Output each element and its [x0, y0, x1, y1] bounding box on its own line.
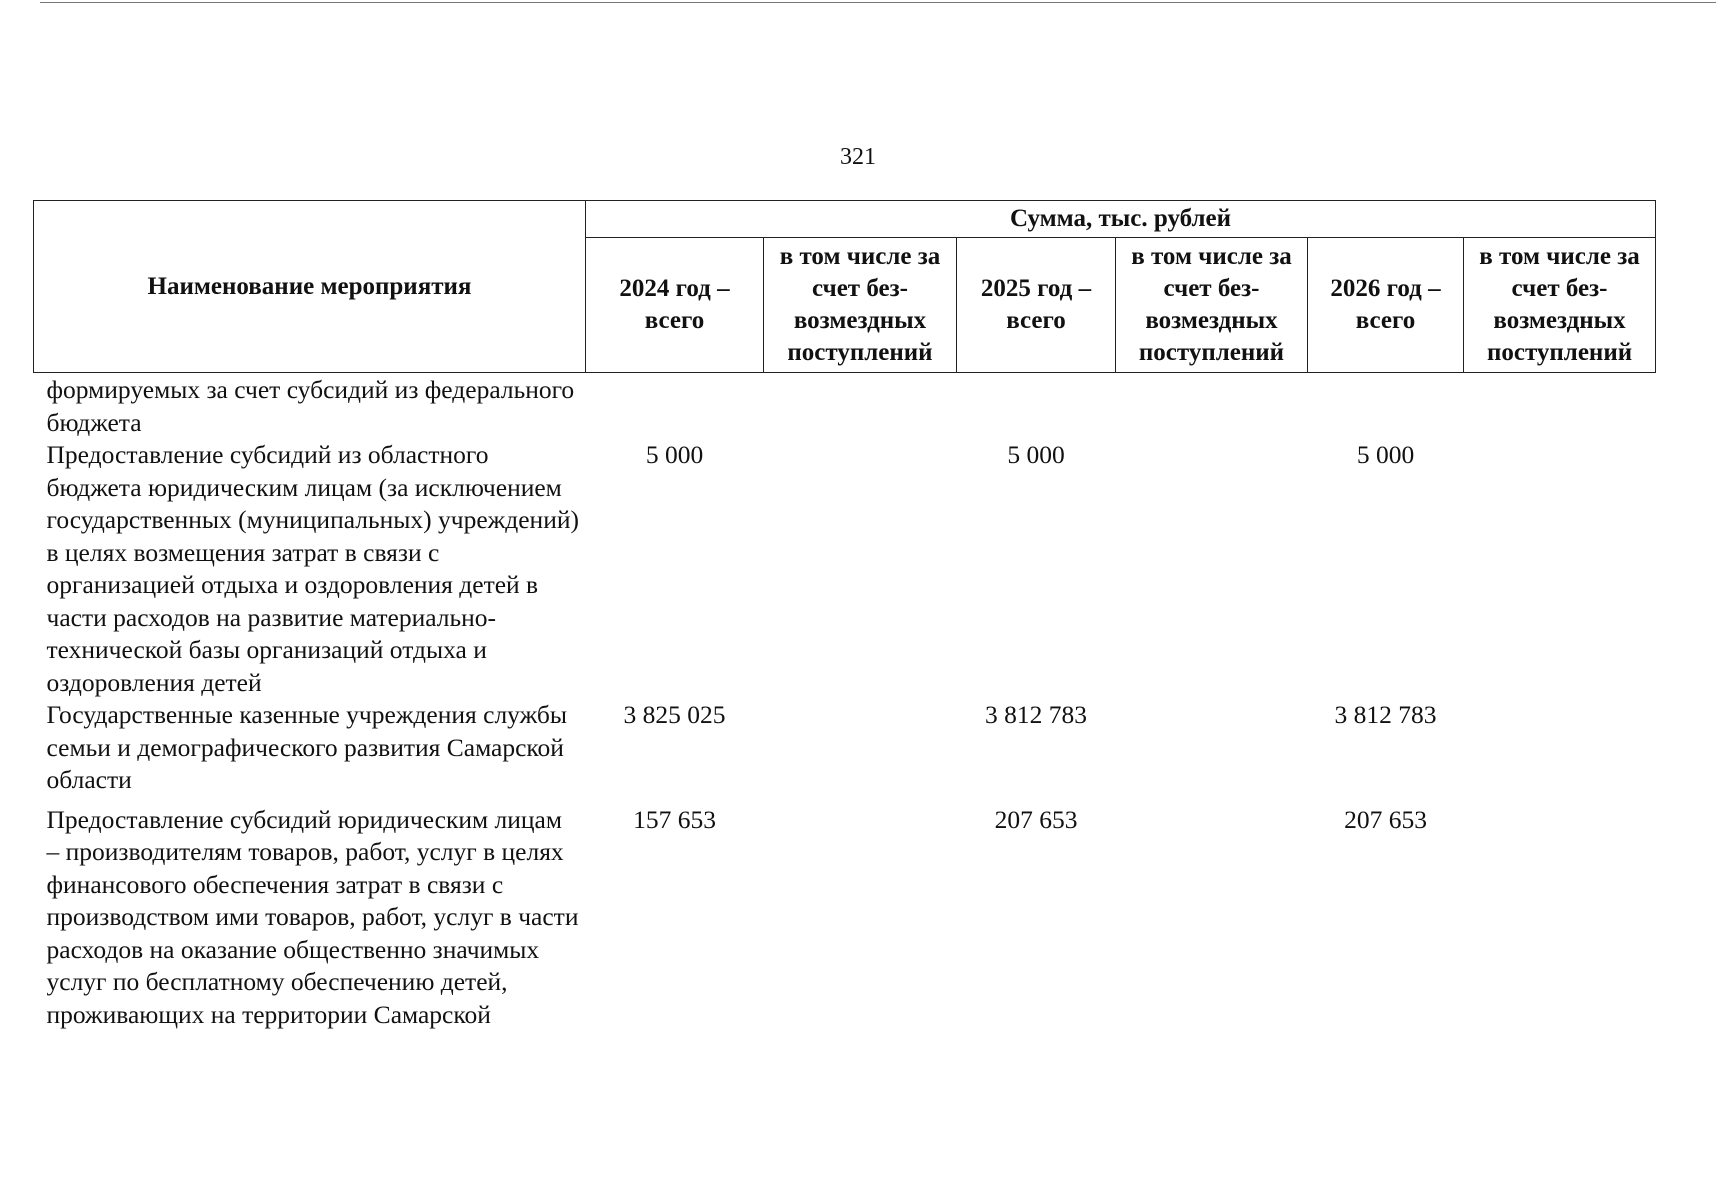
table-row [34, 797, 1656, 1032]
table-header [34, 201, 1656, 373]
row-2024-free [764, 439, 957, 699]
table-body [34, 373, 1656, 1032]
table-row [34, 699, 1656, 797]
row-2025-total: 207 653 [994, 804, 1078, 834]
row-2026-free [1464, 439, 1656, 699]
budget-table [33, 200, 1656, 1031]
header-2024-free: в том числе за счет без-возмездных поступлений [764, 238, 957, 373]
row-2026-total [1308, 373, 1464, 440]
row-name: Предоставление субсидий юридическим лицам – производителям товаров, работ, услуг в целях финансового обеспечения затрат в связи с производством ими товаров, работ, услуг в части расходов на оказание общественно значимых услуг по бесплатному обеспечению детей, проживающих на территории Самарской [46, 804, 579, 1029]
row-2025-free [1116, 699, 1308, 797]
table-row [34, 439, 1656, 699]
page-number: 321 [840, 144, 876, 170]
row-2026-total: 207 653 [1344, 804, 1427, 834]
header-sum-group: Сумма, тыс. рублей [586, 201, 1656, 238]
row-2024-total: 3 825 025 [623, 700, 726, 729]
row-2026-total: 3 812 783 [1334, 700, 1437, 729]
row-2026-free [1464, 699, 1656, 797]
header-name-column: Наименование мероприятия [34, 201, 586, 373]
row-2024-free [764, 699, 957, 797]
row-2024-free [764, 797, 957, 1032]
row-2025-free [1116, 439, 1308, 699]
row-name: Предоставление субсидий из областного бюджета юридическим лицам (за исключением государственных (муниципальных) учреждений) в целях возмещения затрат в связи с организацией отдыха и оздоровления детей в части расходов на развитие материально-технической базы организаций отдыха и оздоровления детей [46, 440, 579, 697]
row-2026-total: 5 000 [1356, 440, 1415, 469]
row-2025-free [1116, 797, 1308, 1032]
header-2024-total: 2024 год – всего [586, 238, 764, 373]
row-2024-total: 5 000 [645, 440, 704, 469]
row-2026-free [1464, 797, 1656, 1032]
row-2024-total [586, 373, 764, 440]
row-2025-total [957, 373, 1116, 440]
row-name: формируемых за счет субсидий из федерального бюджета [46, 375, 575, 437]
header-2025-total: 2025 год – всего [957, 238, 1116, 373]
row-2025-total: 5 000 [1007, 440, 1065, 469]
row-name: Государственные казенные учреждения службы семьи и демографического развития Самарской области [46, 700, 567, 794]
header-2026-total: 2026 год – всего [1308, 238, 1464, 373]
row-2025-free [1116, 373, 1308, 440]
row-2026-free [1464, 373, 1656, 440]
row-2024-total: 157 653 [633, 804, 716, 834]
scan-top-edge [40, 2, 1716, 3]
table-row [34, 373, 1656, 440]
row-2024-free [764, 373, 957, 440]
row-2025-total: 3 812 783 [985, 700, 1087, 729]
header-2025-free: в том числе за счет без-возмездных поступлений [1116, 238, 1308, 373]
header-2026-free: в том числе за счет без-возмездных поступлений [1464, 238, 1656, 373]
